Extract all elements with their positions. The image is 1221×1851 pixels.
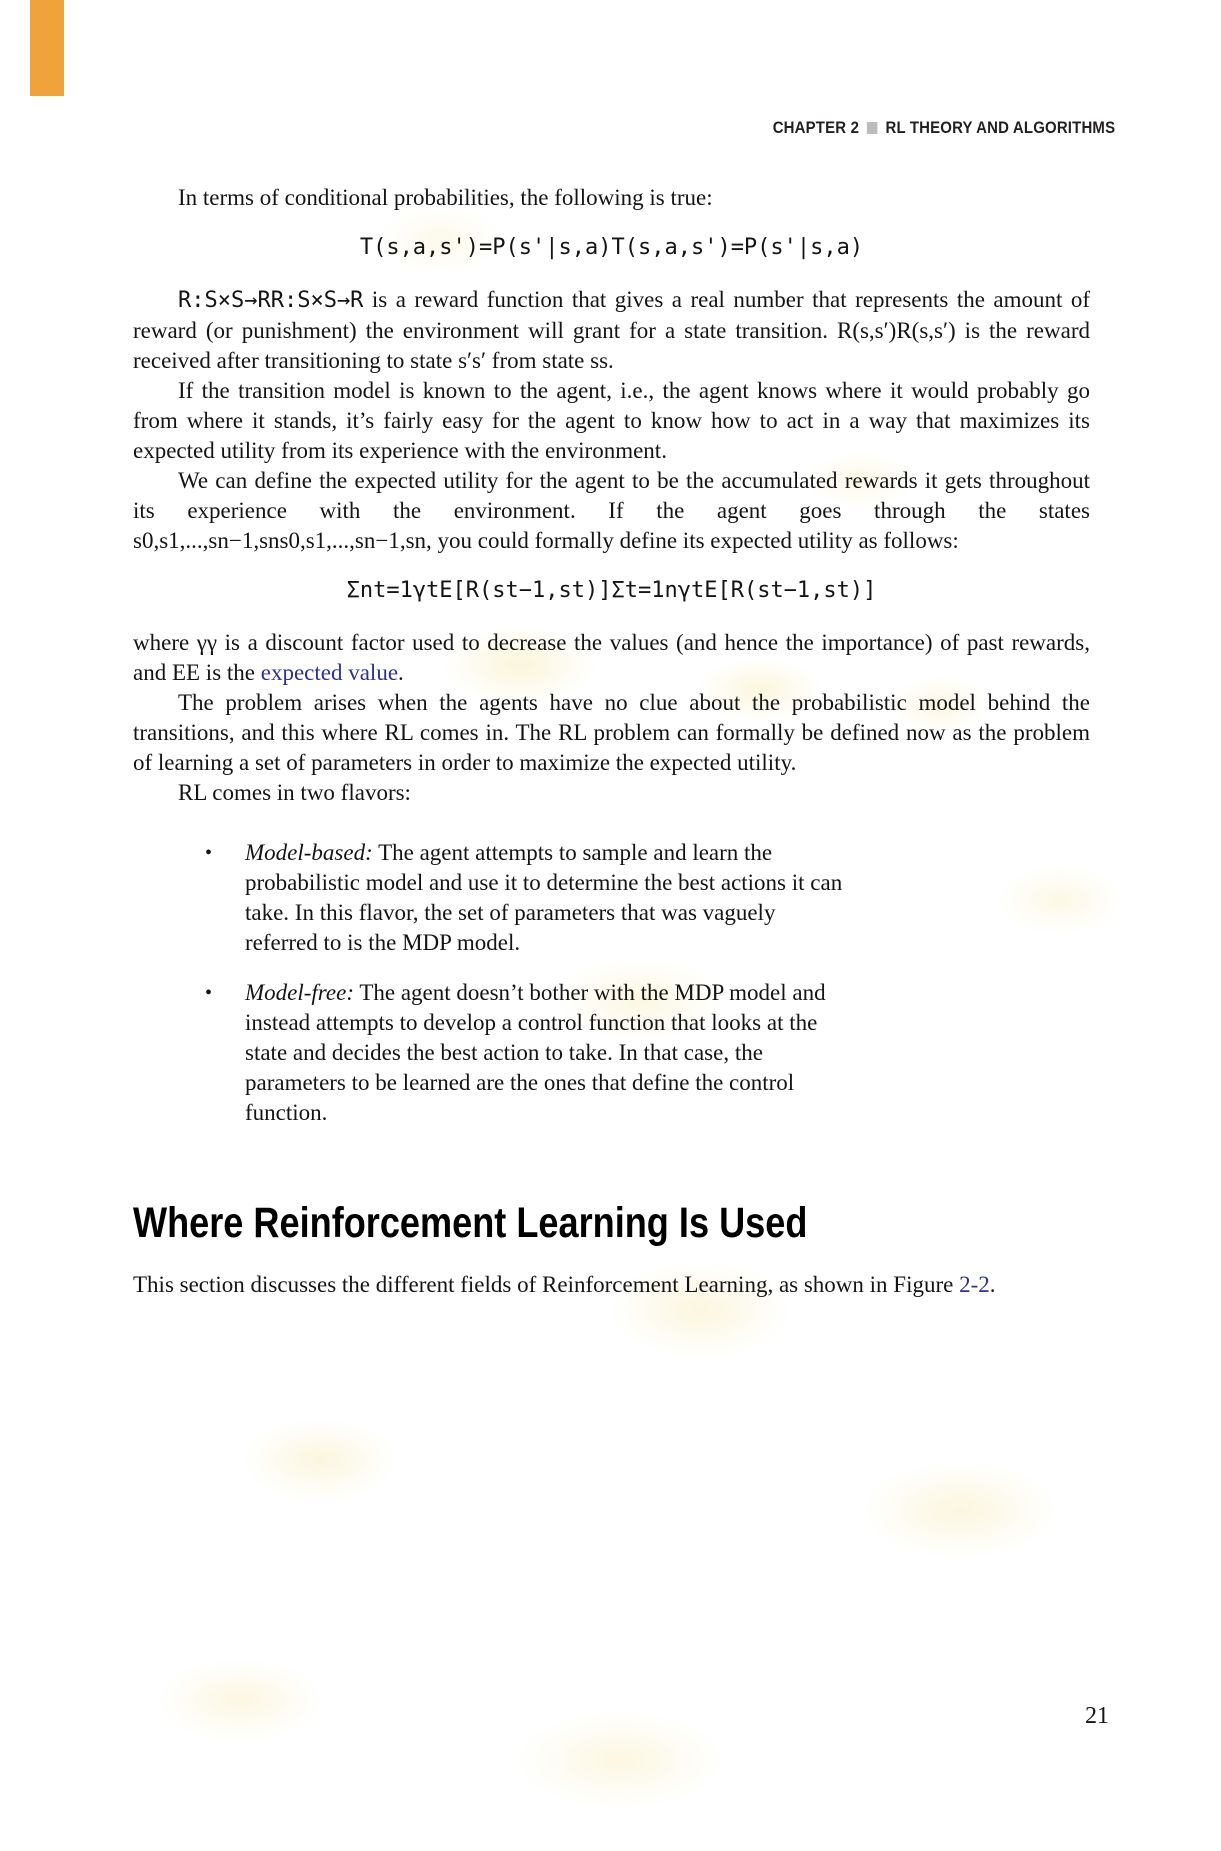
list-item-model-based: [205, 838, 845, 958]
list-item-model-free: [205, 978, 845, 1128]
orange-bookmark-tab: [30, 0, 64, 96]
model-based-text: The agent attempts to sample and learn the probabilistic model and use it to determine the best actions it can take. In this flavor, the set of parameters that was vaguely referred to is the MDP model.: [245, 840, 843, 955]
paragraph-intro: In terms of conditional probabilities, the following is true:: [178, 185, 713, 210]
paragraph-section-intro: [133, 1270, 1090, 1300]
section-intro-text: This section discusses the different fields of Reinforcement Learning, as shown in Figure: [133, 1272, 960, 1297]
inline-code-reward-function: R:S×S→RR:S×S→R: [178, 288, 364, 313]
equation-transition-model: T(s,a,s')=P(s'|s,a)T(s,a,s')=P(s'|s,a): [359, 235, 864, 260]
bullet-icon: •: [205, 842, 213, 864]
chapter-label: CHAPTER 2: [772, 118, 859, 137]
bullet-icon: •: [205, 982, 213, 1004]
page-content: [133, 183, 1090, 1300]
separator-square-icon: [867, 122, 878, 134]
expected-value-link[interactable]: expected value: [260, 660, 399, 685]
discount-factor-period: .: [398, 660, 404, 685]
discount-factor-text: where γγ is a discount factor used to decrease the values (and hence the importance) of past rewards, and EE is the: [133, 630, 1090, 685]
chapter-title: RL THEORY AND ALGORITHMS: [885, 118, 1115, 137]
bullet-list: [205, 838, 845, 1128]
equation-expected-utility: Σnt=1γtE[R(st−1,st)]Σt=1nγtE[R(st−1,st)]: [346, 578, 877, 603]
figure-2-2-link[interactable]: 2-2: [959, 1272, 990, 1297]
paragraph-transition-known: If the transition model is known to the agent, i.e., the agent knows where it would probably go from where it stands, it’s fairly easy for the agent to know how to act in a way that maximizes its expected utility from its experience with the environment.: [133, 378, 1090, 463]
section-intro-period: .: [989, 1272, 996, 1297]
paragraph-reward-function-text: is a reward function that gives a real number that represents the amount of reward (or punishment) the environment will grant for a state transition. R(s,s′)R(s,s′) is the reward received after transitioning to state s′s′ from state ss.: [133, 287, 1090, 373]
paragraph-expected-utility: We can define the expected utility for the agent to be the accumulated rewards it gets throughout its experience with the environment. If the agent goes through the states s0,s1,...,sn−1,sns0,s1,...,sn−1,sn, you could formally define its expected utility as follows:: [133, 468, 1090, 553]
section-heading: Where Reinforcement Learning Is Used: [133, 1199, 808, 1247]
page-number: 21: [1085, 1703, 1109, 1729]
paragraph-problem-arises: The problem arises when the agents have no clue about the probabilistic model behind the transitions, and this where RL comes in. The RL problem can formally be defined now as the problem of learning a set of parameters in order to maximize the expected utility.: [133, 690, 1090, 775]
paragraph-two-flavors: RL comes in two flavors:: [178, 780, 411, 805]
running-head: [772, 118, 1115, 138]
paragraph-discount-factor: [133, 628, 1090, 688]
model-based-lead: Model-based:: [245, 840, 373, 865]
model-free-text: The agent doesn’t bother with the MDP model and instead attempts to develop a control function that looks at the state and decides the best action to take. In that case, the parameters to be learned are the ones that define the control function.: [245, 980, 826, 1125]
paragraph-reward-function: [133, 285, 1090, 376]
model-free-lead: Model-free:: [245, 980, 354, 1005]
